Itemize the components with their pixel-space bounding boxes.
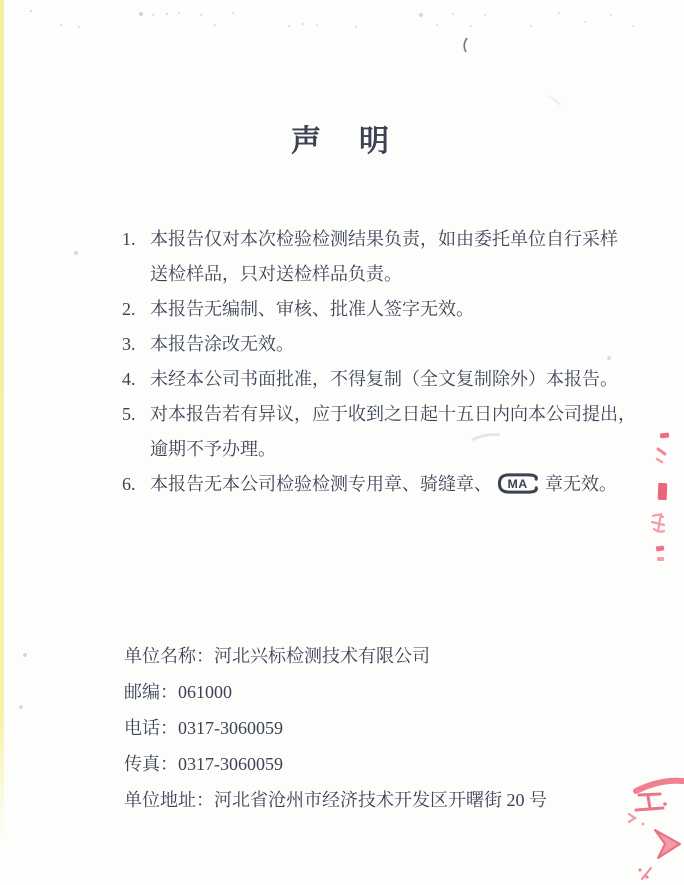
statement-item-text: [150, 327, 607, 362]
statement-item-3: [122, 327, 607, 362]
contact-fax: 传真：0317-3060059: [124, 754, 283, 774]
item-number: 3.: [122, 334, 136, 354]
statement-item-text: [150, 362, 618, 397]
statement-line: 对本报告若有异议，应于收到之日起十五日内向本公司提出，: [150, 404, 636, 424]
contact-address: 单位地址：河北省沧州市经济技术开发区开曙街 20 号: [124, 790, 547, 810]
statement-text-after-logo: 章无效。: [545, 474, 617, 494]
scan-speck-noise: [0, 0, 2, 2]
statement-item-text: [150, 292, 607, 327]
statement-item-text: [150, 397, 636, 467]
item-number: 6.: [122, 474, 136, 494]
item-number: 1.: [122, 229, 136, 249]
statement-line: 逾期不予办理。: [150, 439, 276, 459]
statement-line: 本报告仅对本次检验检测结果负责，如由委托单位自行采样: [150, 229, 618, 249]
contact-postcode: 邮编：061000: [124, 682, 232, 702]
statement-item-2: [122, 292, 607, 327]
statement-item-text: [150, 467, 617, 502]
page-title: 声 明: [291, 125, 393, 158]
statement-item-5: [122, 397, 636, 467]
stamp-fragment-bottom-right: [629, 781, 683, 879]
statement-line: 送检样品，只对送检样品负责。: [150, 264, 402, 284]
statement-item-4: [122, 362, 618, 397]
scan-artifact-mark: [464, 38, 467, 52]
contact-block: [124, 638, 547, 818]
statement-item-text: [150, 222, 618, 292]
contact-company-name: 单位名称：河北兴标检测技术有限公司: [124, 646, 430, 666]
statement-line: 本报告无编制、审核、批准人签字无效。: [150, 299, 474, 319]
cma-logo-letters: MA: [507, 476, 528, 491]
statement-text-before-logo: 本报告无本公司检验检测专用章、骑缝章、: [150, 474, 492, 494]
cma-certification-mark-icon: [497, 473, 542, 494]
statement-line: 本报告涂改无效。: [150, 334, 294, 354]
item-number: 5.: [122, 404, 136, 424]
statement-line: 未经本公司书面批准，不得复制（全文复制除外）本报告。: [150, 369, 618, 389]
statement-item-1: [122, 222, 618, 292]
item-number: 4.: [122, 369, 136, 389]
statement-item-6: [122, 467, 617, 502]
stamp-fragment-right-middle: [652, 432, 669, 561]
statement-line: [150, 467, 617, 502]
item-number: 2.: [122, 299, 136, 319]
pencil-smudge: [548, 96, 560, 105]
contact-phone: 电话：0317-3060059: [124, 718, 283, 738]
statement-list: [122, 222, 636, 502]
